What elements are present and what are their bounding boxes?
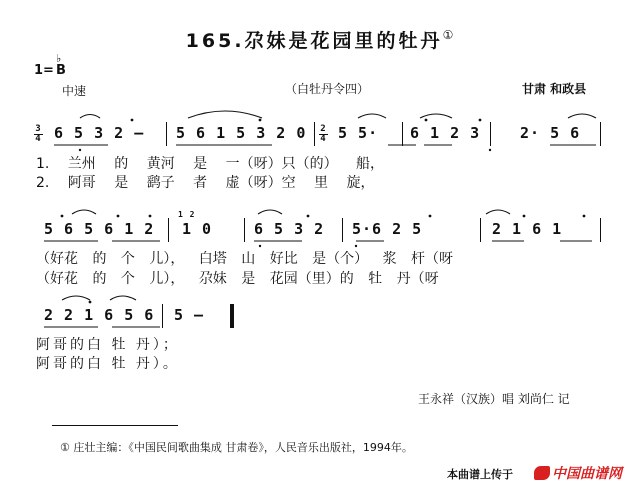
footnote-marker: ① [442,28,454,42]
time-signature-3-4: 3 4 [35,124,42,144]
tempo-marking: 中速 [62,84,87,98]
tune-name: （白牡丹令四） [285,82,370,96]
lyric-line-2-verse-2: （好花 的 个 儿）， 尕妹 是 花园（里）的 牡 丹（呀 [36,271,439,287]
grace-note: 1 2 [178,210,196,219]
staff-line-1 [34,124,604,146]
measure-2-4: 5·6 2 5 [352,220,423,238]
logo-icon [534,466,550,480]
lyric-line-3-verse-1: 阿哥的白 牡 丹）； [36,337,180,353]
lyric-line-1-verse-2: 2. 阿哥 是 鹞子 者 虚（呀）空 里 旋， [36,175,375,191]
song-title: 165.尕妹是花园里的牡丹① [185,28,454,52]
flat-sign: ♭ [56,52,62,65]
time-signature-2-4: 2 4 [320,124,327,144]
staff-line-3 [44,306,284,328]
site-logo[interactable]: 中国曲谱网 [534,463,622,483]
measure-1-1: 6 5 3 2 – [54,124,145,142]
measure-1-5: 2· 5 6 [520,124,581,142]
measure-2-3: 6 5 3 2 [254,220,325,238]
key-signature: 1= ♭ B [34,52,66,78]
staff-line-2 [44,210,614,242]
measure-3-2: 5 – [174,306,205,324]
measure-1-2: 5 6 1 5 3 2 0 [176,124,307,142]
measure-2-2: 1 0 [182,220,213,238]
measure-1-4: 6 1 2 3 [410,124,481,142]
measure-2-1: 5 6 5 6 1 2 [44,220,155,238]
footnote-text: ① 庄壮主编：《中国民间歌曲集成 甘肃卷》，人民音乐出版社，1994年。 [60,441,413,454]
lyric-line-3-verse-2: 阿哥的白 牡 丹）。 [36,356,180,372]
measure-1-3: 5 5· [338,124,379,142]
footnote-divider [52,425,178,426]
upload-note: 本曲谱上传于 [447,468,513,481]
singer-recorder-credit: 王永祥（汉族）唱 刘尚仁 记 [418,392,570,406]
measure-3-1: 2 2 1 6 5 6 [44,306,155,324]
final-barline [230,304,234,328]
lyric-line-1-verse-1: 1. 兰州 的 黄河 是 一（呀）只（的） 船， [36,156,385,172]
measure-2-5: 2 1 6 1 [492,220,563,238]
lyric-line-2-verse-1: （好花 的 个 儿）， 白塔 山 好比 是（个） 浆 杆（呀 [36,251,454,267]
region-label: 甘肃 和政县 [522,82,587,96]
